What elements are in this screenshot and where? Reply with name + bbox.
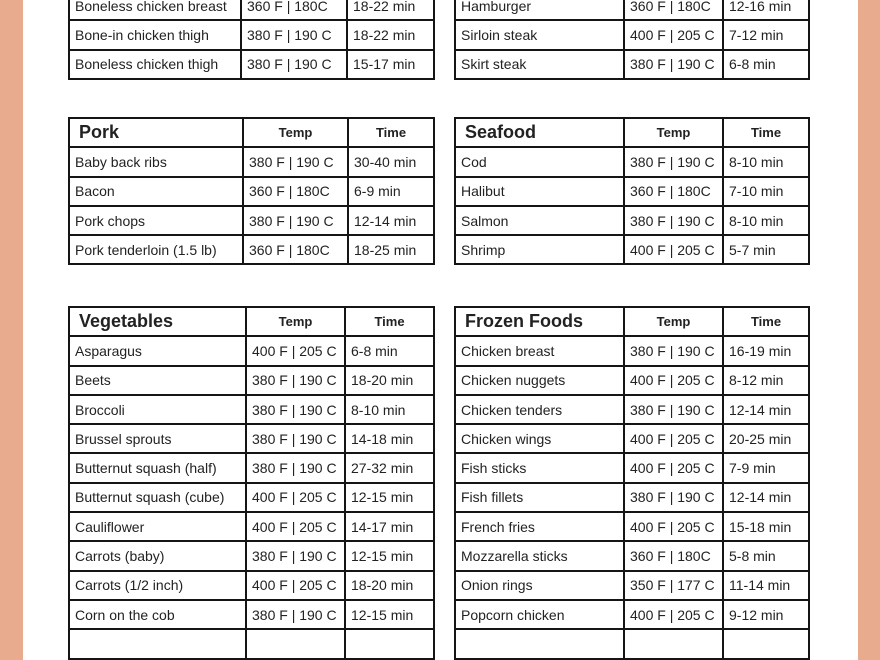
table-row: [455, 147, 809, 176]
table-row: [69, 395, 434, 424]
table-row: [455, 453, 809, 482]
food-cell: Butternut squash (cube): [69, 483, 246, 512]
food-cell: Cod: [455, 147, 624, 176]
empty-cell: [455, 629, 624, 658]
frozen-table: [454, 306, 810, 660]
temp-header: Temp: [624, 118, 723, 147]
time-cell: 18-20 min: [345, 366, 434, 395]
table-row: [69, 571, 434, 600]
table-row: [69, 336, 434, 365]
time-cell: 8-10 min: [723, 206, 809, 235]
temp-cell: 400 F | 205 C: [624, 235, 723, 264]
table-title: Seafood: [455, 118, 624, 147]
temp-cell: 380 F | 190 C: [624, 395, 723, 424]
time-cell: 18-22 min: [347, 20, 434, 49]
temp-cell: 380 F | 190 C: [243, 206, 348, 235]
food-cell: Hamburger: [455, 0, 624, 20]
table-header: [455, 118, 809, 147]
time-cell: 12-15 min: [345, 541, 434, 570]
time-cell: 7-9 min: [723, 453, 809, 482]
table-header: [455, 307, 809, 336]
temp-cell: 380 F | 190 C: [246, 424, 345, 453]
time-cell: 8-10 min: [345, 395, 434, 424]
food-cell: Sirloin steak: [455, 20, 624, 49]
food-cell: Onion rings: [455, 571, 624, 600]
food-cell: Baby back ribs: [69, 147, 243, 176]
table-row: [69, 50, 434, 79]
temp-cell: 380 F | 190 C: [246, 366, 345, 395]
table-row: [455, 20, 809, 49]
chicken-table: [68, 0, 435, 80]
food-cell: Salmon: [455, 206, 624, 235]
food-cell: French fries: [455, 512, 624, 541]
food-cell: Cauliflower: [69, 512, 246, 541]
table-row: [455, 600, 809, 629]
food-cell: Fish sticks: [455, 453, 624, 482]
time-cell: 18-25 min: [348, 235, 434, 264]
time-cell: 6-9 min: [348, 177, 434, 206]
table-title: Pork: [69, 118, 243, 147]
table-row: [455, 235, 809, 264]
food-cell: Broccoli: [69, 395, 246, 424]
time-cell: 12-15 min: [345, 600, 434, 629]
food-cell: Chicken breast: [455, 336, 624, 365]
food-cell: Chicken tenders: [455, 395, 624, 424]
temp-cell: 360 F | 180C: [243, 235, 348, 264]
table-header: [69, 118, 434, 147]
temp-cell: 380 F | 190 C: [246, 453, 345, 482]
time-header: Time: [723, 118, 809, 147]
food-cell: Skirt steak: [455, 50, 624, 79]
empty-cell: [246, 629, 345, 658]
temp-cell: 380 F | 190 C: [246, 395, 345, 424]
temp-cell: 400 F | 205 C: [624, 453, 723, 482]
food-cell: Bone-in chicken thigh: [69, 20, 241, 49]
temp-cell: 380 F | 190 C: [243, 147, 348, 176]
table-row: [69, 483, 434, 512]
temp-header: Temp: [624, 307, 723, 336]
food-cell: Halibut: [455, 177, 624, 206]
temp-cell: 380 F | 190 C: [624, 206, 723, 235]
time-cell: 18-20 min: [345, 571, 434, 600]
temp-cell: 380 F | 190 C: [241, 20, 347, 49]
time-header: Time: [345, 307, 434, 336]
food-cell: Pork chops: [69, 206, 243, 235]
seafood-table: [454, 117, 810, 265]
time-cell: 12-15 min: [345, 483, 434, 512]
food-cell: Mozzarella sticks: [455, 541, 624, 570]
table-row: [455, 177, 809, 206]
temp-cell: 380 F | 190 C: [246, 600, 345, 629]
table-row: [455, 50, 809, 79]
table-row: [455, 571, 809, 600]
temp-header: Temp: [243, 118, 348, 147]
time-cell: 12-14 min: [723, 483, 809, 512]
temp-cell: 400 F | 205 C: [624, 424, 723, 453]
food-cell: Bacon: [69, 177, 243, 206]
time-header: Time: [348, 118, 434, 147]
table-row-cut-off: [69, 629, 434, 658]
time-cell: 11-14 min: [723, 571, 809, 600]
empty-cell: [69, 629, 246, 658]
food-cell: Corn on the cob: [69, 600, 246, 629]
time-cell: 12-16 min: [723, 0, 809, 20]
food-cell: Boneless chicken thigh: [69, 50, 241, 79]
table-row: [69, 366, 434, 395]
time-cell: 27-32 min: [345, 453, 434, 482]
beef-table: [454, 0, 810, 80]
table-row: [455, 336, 809, 365]
empty-cell: [624, 629, 723, 658]
time-cell: 6-8 min: [345, 336, 434, 365]
temp-cell: 360 F | 180C: [243, 177, 348, 206]
table-row: [69, 453, 434, 482]
pork-table: [68, 117, 435, 265]
empty-cell: [723, 629, 809, 658]
time-cell: 9-12 min: [723, 600, 809, 629]
temp-cell: 380 F | 190 C: [624, 147, 723, 176]
time-cell: 15-17 min: [347, 50, 434, 79]
temp-cell: 360 F | 180C: [624, 541, 723, 570]
temp-cell: 380 F | 190 C: [624, 50, 723, 79]
temp-cell: 400 F | 205 C: [624, 20, 723, 49]
temp-cell: 360 F | 180C: [241, 0, 347, 20]
time-cell: 8-10 min: [723, 147, 809, 176]
temp-cell: 380 F | 190 C: [241, 50, 347, 79]
food-cell: Chicken nuggets: [455, 366, 624, 395]
temp-cell: 380 F | 190 C: [246, 541, 345, 570]
table-row: [69, 206, 434, 235]
food-cell: Butternut squash (half): [69, 453, 246, 482]
temp-cell: 350 F | 177 C: [624, 571, 723, 600]
time-cell: 12-14 min: [723, 395, 809, 424]
temp-header: Temp: [246, 307, 345, 336]
table-title: Frozen Foods: [455, 307, 624, 336]
empty-cell: [345, 629, 434, 658]
food-cell: Fish fillets: [455, 483, 624, 512]
food-cell: Boneless chicken breast: [69, 0, 241, 20]
food-cell: Chicken wings: [455, 424, 624, 453]
temp-cell: 380 F | 190 C: [624, 336, 723, 365]
temp-cell: 360 F | 180C: [624, 177, 723, 206]
time-header: Time: [723, 307, 809, 336]
table-row: [69, 0, 434, 20]
vegetables-table: [68, 306, 435, 660]
table-row: [69, 177, 434, 206]
time-cell: 7-12 min: [723, 20, 809, 49]
food-cell: Pork tenderloin (1.5 lb): [69, 235, 243, 264]
table-row: [69, 235, 434, 264]
food-cell: Brussel sprouts: [69, 424, 246, 453]
table-row-cut-off: [455, 629, 809, 658]
time-cell: 20-25 min: [723, 424, 809, 453]
food-cell: Asparagus: [69, 336, 246, 365]
temp-cell: 400 F | 205 C: [246, 483, 345, 512]
time-cell: 16-19 min: [723, 336, 809, 365]
temp-cell: 400 F | 205 C: [246, 512, 345, 541]
temp-cell: 360 F | 180C: [624, 0, 723, 20]
time-cell: 8-12 min: [723, 366, 809, 395]
table-row: [455, 0, 809, 20]
time-cell: 15-18 min: [723, 512, 809, 541]
table-title: Vegetables: [69, 307, 246, 336]
table-row: [455, 512, 809, 541]
temp-cell: 400 F | 205 C: [624, 512, 723, 541]
table-row: [455, 541, 809, 570]
table-row: [69, 512, 434, 541]
temp-cell: 400 F | 205 C: [624, 600, 723, 629]
time-cell: 12-14 min: [348, 206, 434, 235]
time-cell: 7-10 min: [723, 177, 809, 206]
time-cell: 30-40 min: [348, 147, 434, 176]
time-cell: 5-8 min: [723, 541, 809, 570]
time-cell: 18-22 min: [347, 0, 434, 20]
temp-cell: 400 F | 205 C: [246, 336, 345, 365]
food-cell: Carrots (1/2 inch): [69, 571, 246, 600]
temp-cell: 400 F | 205 C: [624, 366, 723, 395]
food-cell: Beets: [69, 366, 246, 395]
table-row: [455, 206, 809, 235]
food-cell: Carrots (baby): [69, 541, 246, 570]
time-cell: 14-17 min: [345, 512, 434, 541]
food-cell: Shrimp: [455, 235, 624, 264]
table-row: [455, 483, 809, 512]
table-row: [69, 541, 434, 570]
food-cell: Popcorn chicken: [455, 600, 624, 629]
table-row: [69, 147, 434, 176]
temp-cell: 400 F | 205 C: [246, 571, 345, 600]
table-header: [69, 307, 434, 336]
table-row: [455, 424, 809, 453]
time-cell: 5-7 min: [723, 235, 809, 264]
table-row: [69, 424, 434, 453]
table-row: [455, 366, 809, 395]
temp-cell: 380 F | 190 C: [624, 483, 723, 512]
table-row: [69, 20, 434, 49]
table-row: [455, 395, 809, 424]
table-row: [69, 600, 434, 629]
time-cell: 14-18 min: [345, 424, 434, 453]
time-cell: 6-8 min: [723, 50, 809, 79]
